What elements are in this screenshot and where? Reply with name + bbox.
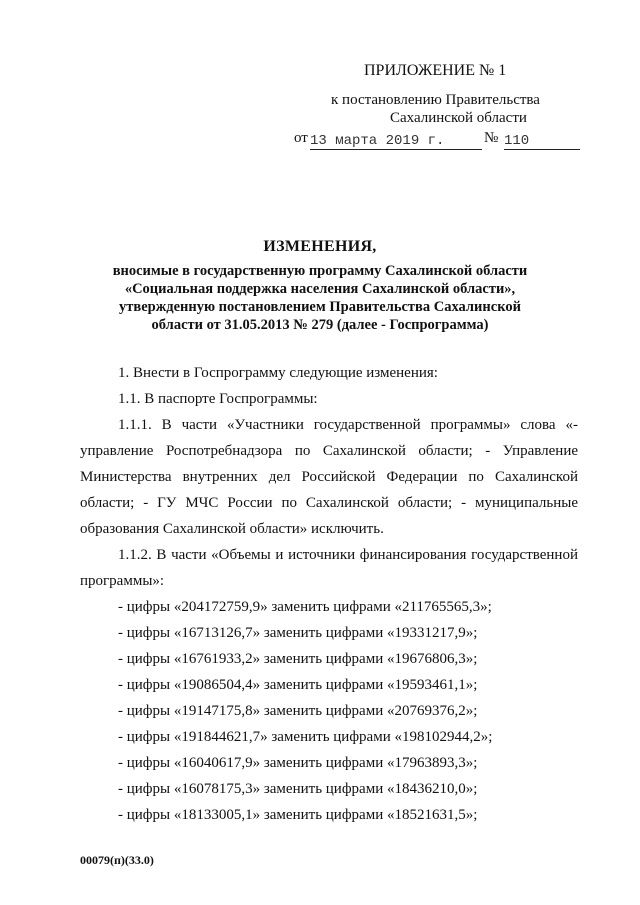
appendix-title: ПРИЛОЖЕНИЕ № 1 [364,62,507,79]
date-prefix: от [294,130,308,146]
replacement-item: - цифры «16761933,2» заменить цифрами «19676806,3»; [118,651,478,667]
subtitle-line: вносимые в государственную программу Сахалинской области [112,263,528,279]
document-subtitle [60,262,580,334]
replacement-item: - цифры «19086504,4» заменить цифрами «19593461,1»; [118,677,478,693]
subtitle-line: области от 31.05.2013 № 279 (далее - Госпрограмма) [151,317,489,333]
document-body [80,360,578,828]
decree-number: 110 [504,133,580,150]
document-footer-code: 00079(п)(33.0) [80,853,154,867]
decree-date: 13 марта 2019 г. [310,133,482,150]
appendix-reference-line2: Сахалинской области [390,110,527,126]
paragraph-1-1-1: 1.1.1. В части «Участники государственной программы» слова «- управление Роспотребнадзора по Сахалинской области; - Управление Министерства внутренних дел Российской Федерации по Сахалинской области; - ГУ МЧС России по Сахалинской области; - муниципальные образования Сахалинской области» исключить. [80,417,578,537]
replacement-item: - цифры «191844621,7» заменить цифрами «198102944,2»; [118,729,493,745]
replacement-item: - цифры «16713126,7» заменить цифрами «19331217,9»; [118,625,478,641]
paragraph-1-1-2: 1.1.2. В части «Объемы и источники финансирования государственной программы»: [80,547,578,589]
replacement-item: - цифры «204172759,9» заменить цифрами «211765565,3»; [118,599,492,615]
document-title: ИЗМЕНЕНИЯ, [263,238,377,255]
paragraph-1-1: 1.1. В паспорте Госпрограммы: [118,391,318,407]
replacement-item: - цифры «16078175,3» заменить цифрами «18436210,0»; [118,781,478,797]
paragraph-1: 1. Внести в Госпрограмму следующие изменения: [118,365,438,381]
number-sign: № [484,130,499,146]
subtitle-line: утвержденную постановлением Правительства Сахалинской [119,299,521,315]
appendix-reference-line1: к постановлению Правительства [331,92,540,108]
subtitle-line: «Социальная поддержка населения Сахалинской области», [124,281,516,297]
replacement-item: - цифры «18133005,1» заменить цифрами «18521631,5»; [118,807,478,823]
replacement-item: - цифры «16040617,9» заменить цифрами «17963893,3»; [118,755,478,771]
replacement-item: - цифры «19147175,8» заменить цифрами «20769376,2»; [118,703,478,719]
